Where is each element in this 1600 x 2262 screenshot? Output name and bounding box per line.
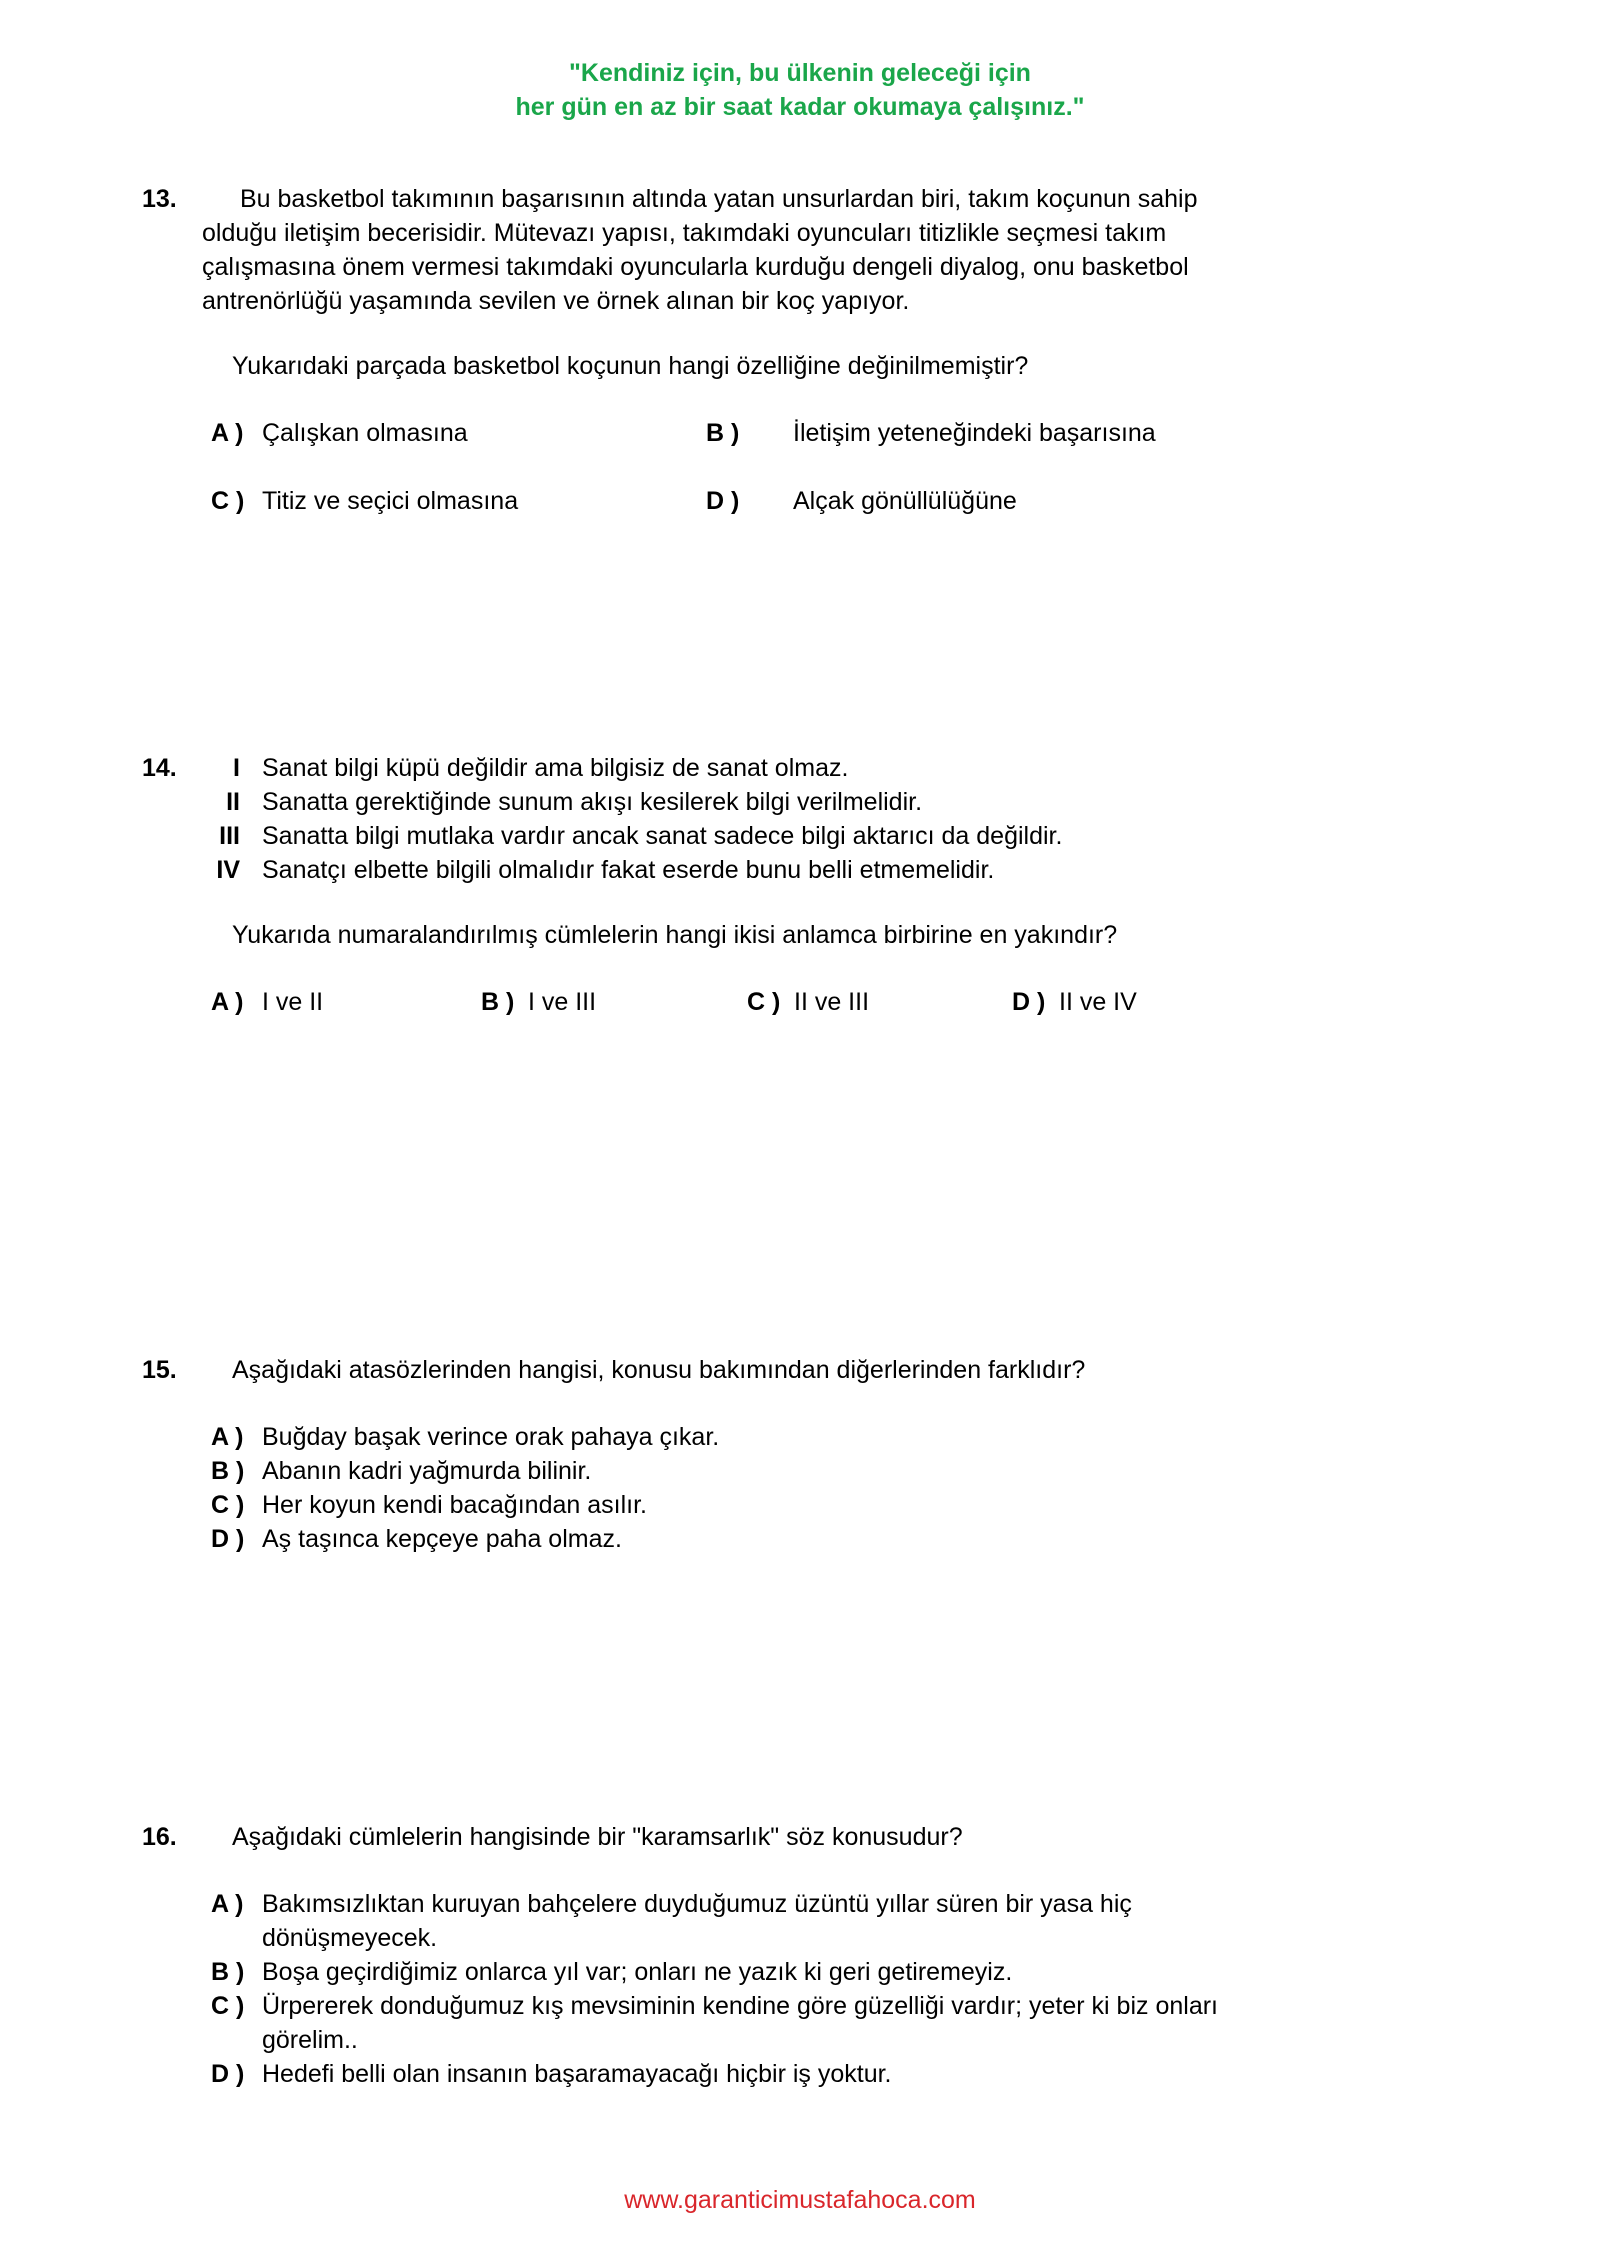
option-text[interactable]: Alçak gönüllülüğüne bbox=[793, 487, 1017, 515]
option-text[interactable]: Buğday başak verince orak pahaya çıkar. bbox=[262, 1423, 720, 1451]
question-number: 14. bbox=[142, 754, 177, 782]
option-text[interactable]: Titiz ve seçici olmasına bbox=[262, 487, 519, 515]
option-label[interactable]: D ) bbox=[1012, 988, 1046, 1016]
footer-website-link[interactable]: www.garanticimustafahoca.com bbox=[624, 2186, 976, 2214]
roman-numeral: I bbox=[233, 754, 240, 782]
option-text[interactable]: I ve II bbox=[262, 988, 324, 1016]
option-text[interactable]: II ve III bbox=[794, 988, 870, 1016]
option-text[interactable]: İletişim yeteneğindeki başarısına bbox=[793, 419, 1156, 447]
header-quote bbox=[0, 56, 1600, 124]
option-text[interactable]: Aş taşınca kepçeye paha olmaz. bbox=[262, 1525, 622, 1553]
question-number: 13. bbox=[142, 185, 177, 213]
option-label[interactable]: A ) bbox=[211, 1423, 244, 1451]
question-stem: Yukarıda numaralandırılmış cümlelerin hangi ikisi anlamca birbirine en yakındır? bbox=[232, 921, 1118, 949]
question-stem: Yukarıdaki parçada basketbol koçunun hangi özelliğine değinilmemiştir? bbox=[232, 352, 1029, 380]
statement-text: Sanat bilgi küpü değildir ama bilgisiz de sanat olmaz. bbox=[262, 754, 849, 782]
option-text[interactable]: Boşa geçirdiğimiz onlarca yıl var; onları ne yazık ki geri getiremeyiz. bbox=[262, 1958, 1013, 1986]
option-label[interactable]: B ) bbox=[211, 1457, 245, 1485]
roman-numeral: II bbox=[226, 788, 240, 816]
question-number: 15. bbox=[142, 1356, 177, 1384]
option-text[interactable]: Abanın kadri yağmurda bilinir. bbox=[262, 1457, 592, 1485]
question-stem: Aşağıdaki cümlelerin hangisinde bir "karamsarlık" söz konusudur? bbox=[232, 1823, 963, 1851]
roman-numeral: IV bbox=[216, 856, 240, 884]
question-number: 16. bbox=[142, 1823, 177, 1851]
option-text[interactable]: Çalışkan olmasına bbox=[262, 419, 468, 447]
option-text[interactable]: II ve IV bbox=[1059, 988, 1137, 1016]
option-text[interactable]: Hedefi belli olan insanın başaramayacağı hiçbir iş yoktur. bbox=[262, 2060, 892, 2088]
option-label[interactable]: A ) bbox=[211, 419, 244, 447]
option-label[interactable]: D ) bbox=[706, 487, 740, 515]
option-label[interactable]: A ) bbox=[211, 1890, 244, 1918]
passage-line: antrenörlüğü yaşamında sevilen ve örnek alınan bir koç yapıyor. bbox=[202, 287, 910, 315]
option-label[interactable]: B ) bbox=[211, 1958, 245, 1986]
option-label[interactable]: D ) bbox=[211, 2060, 245, 2088]
passage-line: Bu basketbol takımının başarısının altında yatan unsurlardan biri, takım koçunun sahip bbox=[240, 185, 1198, 213]
statement-text: Sanatta bilgi mutlaka vardır ancak sanat sadece bilgi aktarıcı da değildir. bbox=[262, 822, 1063, 850]
option-label[interactable]: B ) bbox=[706, 419, 740, 447]
option-text[interactable]: Ürpererek donduğumuz kış mevsiminin kendine göre güzelliği vardır; yeter ki biz onları bbox=[262, 1992, 1218, 2020]
header-quote-line-2: her gün en az bir saat kadar okumaya çalışınız." bbox=[515, 93, 1085, 121]
option-text[interactable]: Bakımsızlıktan kuruyan bahçelere duyduğumuz üzüntü yıllar süren bir yasa hiç bbox=[262, 1890, 1132, 1918]
option-text[interactable]: dönüşmeyecek. bbox=[262, 1924, 438, 1952]
statement-text: Sanatta gerektiğinde sunum akışı kesilerek bilgi verilmelidir. bbox=[262, 788, 923, 816]
statement-text: Sanatçı elbette bilgili olmalıdır fakat eserde bunu belli etmemelidir. bbox=[262, 856, 995, 884]
option-label[interactable]: B ) bbox=[481, 988, 515, 1016]
option-label[interactable]: D ) bbox=[211, 1525, 245, 1553]
option-label[interactable]: C ) bbox=[211, 1491, 245, 1519]
question-stem: Aşağıdaki atasözlerinden hangisi, konusu bakımından diğerlerinden farklıdır? bbox=[232, 1356, 1086, 1384]
passage-line: çalışmasına önem vermesi takımdaki oyuncularla kurduğu dengeli diyalog, onu basketbol bbox=[202, 253, 1189, 281]
option-text[interactable]: görelim.. bbox=[262, 2026, 358, 2054]
option-label[interactable]: C ) bbox=[211, 487, 245, 515]
header-quote-line-1: "Kendiniz için, bu ülkenin geleceği için bbox=[569, 59, 1031, 87]
passage-line: olduğu iletişim becerisidir. Mütevazı yapısı, takımdaki oyuncuları titizlikle seçmesi takım bbox=[202, 219, 1167, 247]
option-text[interactable]: Her koyun kendi bacağından asılır. bbox=[262, 1491, 647, 1519]
option-label[interactable]: C ) bbox=[747, 988, 781, 1016]
option-label[interactable]: C ) bbox=[211, 1992, 245, 2020]
option-text[interactable]: I ve III bbox=[528, 988, 597, 1016]
roman-numeral: III bbox=[219, 822, 240, 850]
option-label[interactable]: A ) bbox=[211, 988, 244, 1016]
